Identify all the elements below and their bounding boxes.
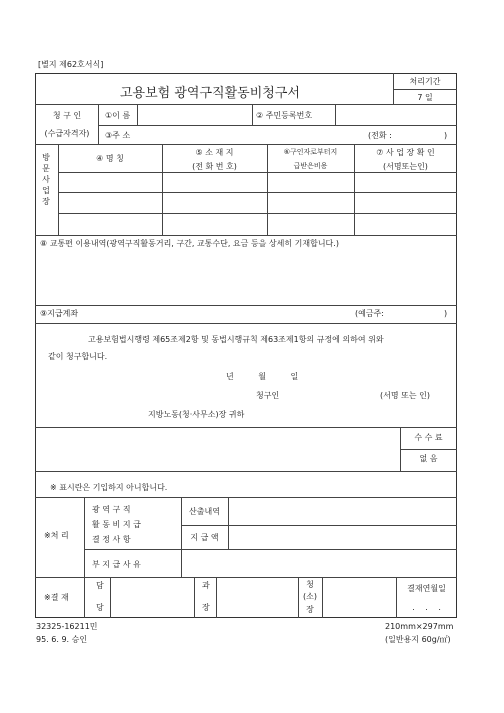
statement-claimant: 청구인 xyxy=(256,391,280,400)
footer-approval: 95. 6. 9. 승인 xyxy=(36,635,88,644)
approval-cheong-jang: 장 xyxy=(306,605,314,614)
col-confirm: ⑦ 사 업 장 확 인 xyxy=(376,148,435,157)
approval-jang: 장 xyxy=(202,603,210,612)
statement-date: 년 월 일 xyxy=(226,372,299,381)
reject-reason-label: 부 지 급 사 유 xyxy=(92,560,141,569)
footer-paper: (일반용지 60g/㎡) xyxy=(385,635,451,644)
rrn-label: ② 주민등록번호 xyxy=(256,111,313,120)
account-holder-label: (예금주: xyxy=(355,309,385,318)
col-name: ④ 명 칭 xyxy=(96,154,124,163)
amount-label: 지 급 액 xyxy=(190,533,219,542)
approval-gwa: 과 xyxy=(202,581,210,590)
calc-label: 산출내역 xyxy=(189,507,220,516)
proc-row1-line1: 광 역 구 직 xyxy=(92,505,131,514)
proc-row1-line2: 활 동 비 지 급 xyxy=(92,520,141,529)
fee-label: 수 수 료 xyxy=(414,433,443,442)
processing-label: ※처 리 xyxy=(44,531,69,540)
col-location: ⑤ 소 재 지 xyxy=(195,148,234,157)
col-location-phone: (전 화 번 호) xyxy=(192,162,237,171)
approval-date-dots: . . . xyxy=(412,603,441,612)
claimant-sub-label: (수급자격자) xyxy=(44,129,90,138)
statement-line1: 고용보험법시행령 제65조제2항 및 동법시행규칙 제63조제1항의 규정에 의하여 위와 xyxy=(88,335,384,344)
transport-label: ⑧ 교통편 이용내역(광역구직활동거리, 구간, 교통수단, 요금 등을 상세히 기재합니다.) xyxy=(40,239,339,248)
approval-date-label: 결재연월일 xyxy=(407,584,446,593)
approval-dang: 당 xyxy=(96,603,104,612)
address-label: ③주 소 xyxy=(105,131,131,140)
col-confirm-sign: (서명또는인) xyxy=(383,162,428,171)
note: ※ 표시란은 기입하지 아니합니다. xyxy=(50,483,168,492)
col-payer: ⑥구인자로부터지 xyxy=(283,148,338,156)
footer-size: 210mm×297mm xyxy=(385,622,454,631)
statement-sign: (서명 또는 인) xyxy=(380,391,430,400)
visited-workplace-label: 방문사업장 xyxy=(42,153,50,206)
fee-value: 없 음 xyxy=(419,454,438,463)
claimant-label: 청 구 인 xyxy=(52,111,82,120)
approval-cheong: 청 xyxy=(306,580,314,589)
form-title: 고용보험 광역구직활동비청구서 xyxy=(120,86,300,101)
processing-period-label: 처리기간 xyxy=(409,77,441,86)
approval-so: (소) xyxy=(303,592,317,601)
approval-dam: 담 xyxy=(96,581,104,590)
phone-label: (전화 : xyxy=(368,131,392,140)
account-holder-close: ) xyxy=(444,309,448,318)
form-number: [별지 제62호서식] xyxy=(38,60,104,69)
name-label: ①이 름 xyxy=(105,111,131,120)
phone-close: ) xyxy=(444,131,448,140)
approval-label: ※결 재 xyxy=(44,593,69,602)
col-payer-cost: 급받은비용 xyxy=(293,162,328,170)
account-label: ⑨지급계좌 xyxy=(40,309,79,318)
footer-code: 32325-16211민 xyxy=(36,622,98,631)
processing-period-value: 7 일 xyxy=(417,93,433,102)
statement-line2: 같이 청구합니다. xyxy=(48,352,108,361)
statement-recipient: 지방노동(청·사무소)장 귀하 xyxy=(148,410,245,419)
proc-row1-line3: 결 정 사 항 xyxy=(92,535,131,544)
